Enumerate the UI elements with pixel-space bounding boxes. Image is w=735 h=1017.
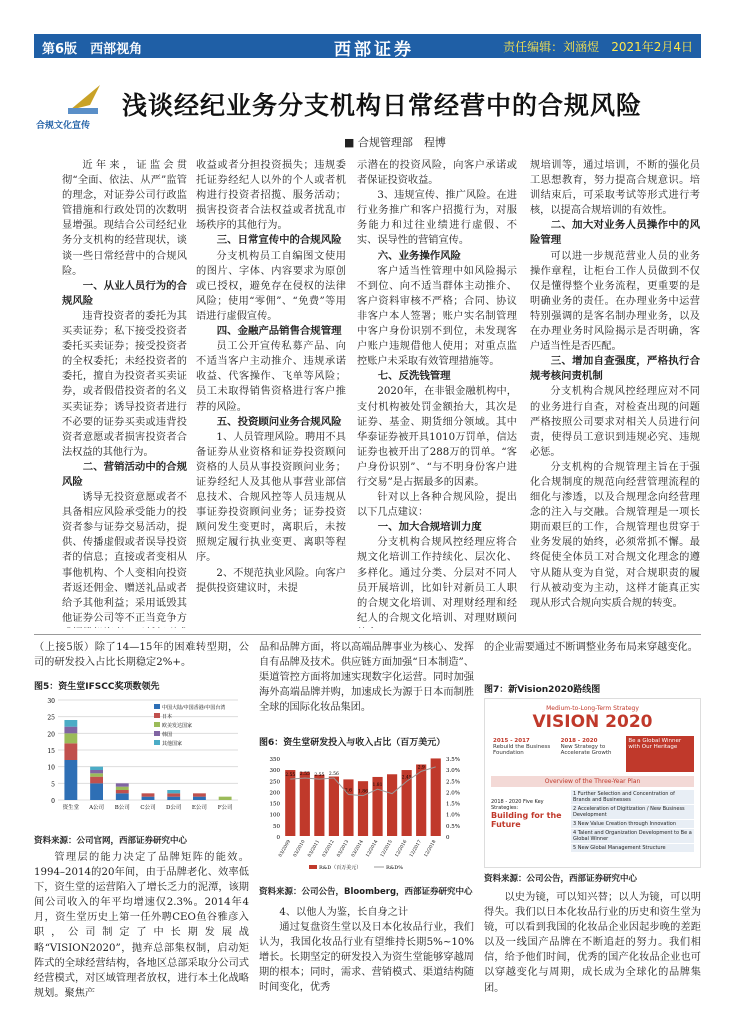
article-col-4: 规培训等，通过培训，不断的强化员工思想教育，努力提高合规意识。培训结束后，可采取考试等形式进行考核，以提高合规培训的有效性。 二、加大对业务人员操作中的风险管理 可以进一步规范营业人员的业务操作章程，让柜台工作人员做到不仅仅是懂得整个业务流程，更重要的是明确业务的责任。在办理业务中运营特别强调的是客名制办理业务，以及在办理业务时风险揭示是否明确，客户适当性是否匹配。 三、增加自查强度，严格执行合规考核问责机制 分支机构合规风控经理应对不同的业务进行自查，对检查出现的问题严格按照公司要求对相关人员进行问责，使得员工意识到违规必究、违规必惩。 分支机构的合规管理主旨在于强化合规制度的规范向经营管理流程的细化与渗透，以及合规理念向经营理念的注入与交融。合规管理是一项长期而艰巨的工作，合规管理也贯穿于业务发展的始终，必须常抓不懈。最终促使全体员工对合规文化理念的遵守从随从变为自觉，对合规职责的履行从被动变为主动，这样才能真正实现从形式合规向实质合规的转变。 (530, 160, 700, 609)
chart5-bar (64, 743, 77, 760)
page-number: 第6版 西部视角 (42, 42, 143, 57)
chart5-xtick: A公司 (89, 805, 105, 811)
figure-6-source: 资料来源：公司公告，Bloomberg，西部证券研究中心 (259, 887, 473, 897)
chart5-bar (142, 797, 155, 800)
chart5-ytick: 5 (51, 781, 55, 789)
chart6-rtick: 3.5% (446, 757, 460, 763)
v2020-strategy-item: 4 Talent and Organization Development to Be a Global Winner (571, 829, 694, 843)
chart6-rtick: 0 (446, 835, 450, 841)
chart5-legend: 韩国 (162, 732, 173, 738)
chart5-bar (64, 760, 77, 800)
chart6-xtick: 12/2018 (423, 839, 438, 859)
chart6-ytick: 150 (269, 801, 280, 808)
chart6-data-label: 2.9 (417, 765, 425, 771)
lower-col-1-intro: （上接5版）除了14—15年的困难转型期，公司的研发投入占比长期稳定2%+。 (34, 642, 249, 669)
chart5-legend-swatch (154, 740, 160, 745)
chart5-xtick: B公司 (114, 805, 130, 811)
lower-col-2-text: 品和品牌方面，将以高端品牌事业为核心、发挥自有品牌及技术。供应链方面加强“日本制造”、渠道管控方面将加速实现数字化运营。同时加强海外高端品牌并购，加速成长为源于日本而制胜全球的国际化妆品集团。 (259, 642, 474, 714)
article-col-3: 示潜在的投资风险，向客户承诺或者保证投资收益。 3、违规宣传、推广风险。在进行业务推广和客户招揽行为，对服务能力和过往业绩进行虚假、不实、误导性的营销宣传。 六、业务操作风险 客户适当性管理中如风险揭示不到位、向不适当群体主动推介、客户资料审核不严格；合同、协议非客户本人签署；账户实名制管理中客户身份识别不到位，未发现客户账户违规借他人使用；对重点监控账户未采取有效管理措施等。 七、反洗钱管理 2020年，在非银金融机构中，支付机构被处罚金额抬大，其次是证券、基金、期货细分领域。其中华泰证券被开具1010万罚单，信达证券也被开出了288万的罚单。“客户身份识别”、“与不明身份客户进行交易”是占据最多的因素。 针对以上各种合规风险，提出以下几点建议： 一、加大合规培训力度 分支机构合规风控经理应将合规文化培训工作持续化、层次化、多样化。通过分类、分层对不同人员开展培训，比如针对新员工人职的合规文化培训、对理财经理和经纪人的合规文化培训、对理财顾问 (357, 160, 517, 624)
v2020-stage-2: 2018 - 2020 New Strategy to Accelerate Growth (560, 738, 612, 756)
chart5-bar (64, 727, 77, 734)
section-divider (34, 634, 701, 635)
v2020-plan-left: 2018 - 2020 Five Key Strategies: Building for the Future (491, 799, 562, 829)
v2020-title: VISION 2020 (532, 712, 653, 732)
figure-5-chart (34, 694, 249, 814)
chart5-legend: 日本 (162, 714, 173, 720)
chart6-legend: R&D% (386, 865, 403, 871)
paper-name: 西部证券 (334, 40, 414, 60)
chart5-legend-swatch (154, 704, 160, 709)
chart6-xtick: 12/2015 (380, 839, 394, 859)
chart6-bar (387, 774, 397, 836)
chart6-ytick: 200 (269, 790, 280, 797)
article-author: ■ 合规管理部 程博 (344, 136, 446, 149)
chart6-xtick: 12/2014 (365, 839, 380, 859)
v2020-overview: Overview of the Three-Year Plan (491, 776, 694, 787)
chart5-bar (90, 773, 103, 776)
article-col-2: 收益或者分担投资损失；违规委托证券经纪人以外的个人或者机构进行投资者招揽、服务活动；损害投资者合法权益或者扰乱市场秩序的其他行为。 三、日常宣传中的合规风险 分支机构员工自编图文使用的图片、字体、内容要求为原创或已授权，避免存在侵权的法律风险；使用“零佣”、“免费”等用语进行虚假宣传。 四、金融产品销售合规管理 员工公开宣传私募产品、向不适当客户主动推介、违规承诺收益、代客操作、飞单等风险；员工未取得销售资格进行客户推荐的风险。 五、投资顾问业务合规风险 1、人员管理风险。聘用不具备证券从业资格和证券投资顾问资格的人员从事投资顾问业务；证券经纪人及其他从事营业部信息技术、合规风控等人员违规从事证券投资顾问业务；证券投资顾问发生变更时，离职后，未按照规定履行执业变更、离职等程序。 2、不规范执业风险。向客户提供投资建议时，未提 (196, 160, 346, 594)
chart5-ytick: 30 (47, 698, 55, 705)
chart6-rtick: 0.5% (446, 823, 460, 830)
chart5-bar (193, 793, 206, 796)
chart5-legend: 中国大陆/中国香港/中国台湾 (162, 705, 226, 711)
chart6-rtick: 1.0% (446, 812, 460, 819)
chart5-bar (64, 733, 77, 743)
chart6-xtick: 03/2012 (321, 839, 336, 859)
chart5-xtick: E公司 (191, 805, 207, 811)
chart5-xtick: C公司 (140, 805, 156, 811)
figure-6-chart (259, 752, 474, 872)
figure-5-source: 资料来源：公司官网，西部证券研究中心 (34, 836, 188, 846)
chart5-xtick: F公司 (217, 805, 233, 811)
chart6-data-label: 2.6 (344, 788, 353, 794)
chart5-ytick: 25 (47, 714, 55, 722)
v2020-strategy-item: 1 Further Selection and Concentration of Brands and Businesses (571, 790, 694, 804)
chart6-xtick: 12/2016 (394, 839, 409, 859)
chart6-bar (431, 758, 441, 836)
figure-7-caption: 图7：新Vision2020路线图 (484, 685, 601, 695)
quill-icon (60, 80, 110, 118)
chart6-xtick: 12/2017 (409, 839, 423, 859)
chart6-rtick: 2.5% (446, 779, 460, 786)
chart6-data-label: 2.55 (285, 773, 296, 779)
chart6-bar (300, 772, 310, 836)
chart5-ytick: 20 (47, 731, 55, 739)
chart5-legend-swatch (154, 713, 160, 718)
chart6-data-label: 2.55 (299, 772, 310, 778)
chart6-data-label: 2.55 (314, 773, 325, 779)
chart5-bar (167, 790, 180, 793)
v2020-strategy-item: 3 New Value Creation through Innovation (571, 820, 694, 828)
chart5-legend: 其他国家 (162, 741, 183, 747)
article-title: 浅谈经纪业务分支机构日常经营中的合规风险 (122, 91, 643, 120)
chart5-bar (116, 787, 129, 790)
chart5-legend-swatch (154, 731, 160, 736)
column-badge: 合规文化宣传 (36, 121, 91, 131)
v2020-strategy-list (571, 789, 694, 853)
figure-5-caption: 图5：资生堂IFSCC奖项数领先 (34, 682, 160, 692)
v2020-plan (491, 789, 694, 853)
chart5-bar (219, 797, 232, 800)
figure-7-vision2020 (484, 698, 701, 868)
v2020-subtitle: Medium-to-Long-Term Strategy (546, 705, 639, 712)
chart6-bar (314, 775, 324, 836)
chart6-xtick: 03/2009 (278, 839, 293, 859)
v2020-strategy-item: 2 Acceleration of Digitization / New Business Development (571, 805, 694, 819)
chart5-legend-swatch (154, 722, 160, 727)
chart6-rtick: 1.5% (446, 801, 460, 808)
figure-7-source: 资料来源：公司公告，西部证券研究中心 (484, 874, 638, 884)
chart6-xtick: 03/2014 (351, 839, 365, 859)
chart5-xtick: D公司 (166, 805, 182, 811)
chart6-legend-swatch (309, 865, 317, 869)
chart5-ytick: 15 (47, 748, 55, 755)
chart5-bar (116, 790, 129, 793)
chart6-rtick: 3.0% (446, 768, 460, 775)
chart6-xtick: 03/2013 (336, 839, 351, 859)
chart6-ytick: 100 (269, 812, 280, 819)
chart6-xtick: 03/2010 (292, 839, 307, 859)
lower-col-1-text: 管理层的能力决定了品牌矩阵的能效。1994–2014的20年间，由于品牌老化、效率低下，资生堂的运营陷入了增长乏力的泥潭，该期间公司收入的年平均增速仅2.3%。2014年4月，资生堂历史上第一任外聘CEO鱼谷雅彦入职，公司制定了中长期发展战略“VISION2020”，抛弃总部集权制，启动矩阵式的全球经营结构，各地区总部采取分公司式经营模式，对区域管理者放权，进行本土化战略规划。聚焦产 (34, 852, 249, 999)
chart5-xtick: 资生堂 (62, 805, 80, 811)
chart5-bar (90, 767, 103, 770)
chart5-ytick: 10 (47, 764, 55, 772)
chart5-ytick: 0 (51, 798, 55, 805)
chart6-data-label: 1.86 (357, 789, 369, 795)
chart5-bar (90, 783, 103, 800)
chart6-data-label: 1.81 (372, 783, 383, 789)
lower-col-3-text-2: 以史为镜，可以知兴替；以人为镜，可以明得失。我们以日本化妆品行业的历史和资生堂为镜，可以看到我国的化妆品企业因起步晚的差距以及一线国产品牌在不断追赶的努力。我们相信，给予他们时间，优秀的国产化妆品企业也可以穿越变化与周期，成长成为全球化的品牌集团。 (484, 892, 701, 994)
chart6-bar (285, 770, 295, 836)
chart5-bar (90, 777, 103, 784)
article-col-1: 近年来，证监会贯彻“全面、依法、从严”监管的理念，对证券公司行政监管措施和行政处罚的次数明显增强。现结合公司经纪业务分支机构的经营现状，谈谈一些日常经营中的合规风险。 一、从业人员行为的合规风险 违背投资者的委托为其买卖证券；私下接受投资者委托买卖证券；接受投资者的全权委托；未经投资者的委托，擅自为投资者买卖证券，或者假借投资者的名义买卖证券；诱导投资者进行不必要的证券买卖或违背投资者意愿或者损害投资者合法权益的其他行为。 二、营销活动中的合规风险 诱导无投资意愿或者不具备相应风险承受能力的投资者参与证券交易活动，提供、传播虚假或者误导投资者的信息；直接或者变相从事他机构、个人变相向投资者返还佣金、赠送礼品或者给予其他利益；采用诋毁其他证券公司等不正当竞争方 (62, 160, 187, 624)
chart5-bar (116, 783, 129, 786)
chart6-ytick: 250 (269, 779, 280, 786)
editor-date: 责任编辑：刘涵煜 2021年2月4日 (503, 40, 693, 54)
page-header (34, 34, 701, 58)
chart5-bar (193, 797, 206, 800)
chart5-legend: 欧美发达国家 (162, 723, 193, 729)
chart6-bar (329, 776, 339, 836)
lower-col-2-text-2: 4、以他人为鉴，长自身之计 通过复盘资生堂以及日本化妆品行业，我们认为，我国化妆品行业有望维持长期5%~10%增长。长期坚定的研发投入为资生堂能够穿越周期的根本；同时，需求、营销模式、渠道结构随时间变化，优秀 (259, 907, 474, 994)
chart5-bar (167, 797, 180, 800)
chart5-bar (64, 720, 77, 727)
chart6-legend: R&D（百万美元） (319, 865, 362, 871)
chart6-xtick: 03/2011 (307, 839, 322, 859)
lower-col-3-text: 的企业需要通过不断调整业务布局来穿越变化。 (484, 642, 698, 653)
v2020-stage-1: 2015 - 2017 Rebuild the Business Foundation (493, 738, 551, 756)
v2020-banner (491, 736, 694, 772)
chart6-data-label: 2.45 (401, 775, 412, 781)
chart5-bar (142, 793, 155, 796)
v2020-stage-3: Be a Global Winner with Our Heritage (626, 736, 694, 772)
chart5-bar (116, 793, 129, 800)
figure-6-caption: 图6：资生堂研发投入与收入占比（百万美元） (259, 738, 446, 748)
chart6-ytick: 0 (276, 835, 280, 841)
chart6-ytick: 300 (269, 768, 280, 775)
chart5-bar (167, 793, 180, 796)
chart6-ytick: 50 (273, 823, 280, 830)
chart5-bar (90, 770, 103, 773)
chart6-data-label: 2.56 (328, 772, 339, 778)
chart6-ytick: 350 (269, 757, 280, 763)
chart6-rtick: 2.0% (446, 790, 460, 797)
chart6-bar (416, 764, 426, 836)
v2020-strategy-item: 5 New Global Management Structure (571, 844, 694, 852)
